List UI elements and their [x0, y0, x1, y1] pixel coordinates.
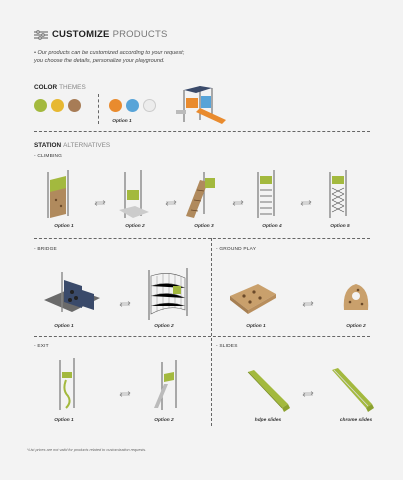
swap-arrow-icon: [300, 193, 312, 199]
bridge-option-1-image: [42, 270, 104, 322]
climbing-option-4-label: Option 4: [262, 224, 282, 229]
section-divider-middle: [34, 336, 370, 337]
bridge-label: - BRIDGE: [34, 247, 57, 252]
slides-label: - SLIDES: [216, 344, 238, 349]
swatch-brown[interactable]: [68, 99, 81, 112]
title-light: PRODUCTS: [112, 29, 168, 40]
swatch-orange[interactable]: [109, 99, 122, 112]
column-divider: [211, 238, 212, 426]
page-title: [34, 29, 168, 40]
climbing-option-3-image: [180, 170, 220, 220]
intro-line-1: • Our products can be customized according to your request;: [34, 50, 185, 56]
climbing-label: - CLIMBING: [34, 154, 63, 159]
swap-arrow-icon: [165, 193, 177, 199]
color-divider: [98, 94, 99, 124]
intro-line-2: you choose the details, personalize your playground.: [34, 58, 165, 64]
exit-label: - EXIT: [34, 344, 49, 349]
swap-arrow-icon: [302, 384, 314, 390]
exit-option-1-label: Option 1: [54, 418, 74, 423]
color-label-bold: COLOR: [34, 84, 58, 91]
slides-option-2-label: chrome slides: [339, 418, 373, 423]
climbing-option-2-image: [115, 170, 155, 220]
bridge-option-1-label: Option 1: [54, 324, 74, 329]
exit-option-1-image: [52, 356, 82, 412]
exit-option-2-image: [150, 360, 184, 412]
swatch-blue[interactable]: [126, 99, 139, 112]
ground-play-option-1-label: Option 1: [246, 324, 266, 329]
swatch-yellow[interactable]: [51, 99, 64, 112]
bridge-option-2-label: Option 2: [154, 324, 174, 329]
exit-option-2-label: Option 2: [154, 418, 174, 423]
station-label: [34, 142, 110, 149]
swap-arrow-icon: [302, 294, 314, 300]
climbing-option-1-label: Option 1: [54, 224, 74, 229]
ground-play-label: - GROUND PLAY: [216, 247, 257, 252]
ground-play-option-1-image: [228, 280, 278, 314]
section-divider-climbing: [34, 238, 370, 239]
bridge-option-2-image: [143, 266, 193, 324]
slides-option-1-image: [246, 368, 290, 412]
swap-arrow-icon: [94, 193, 106, 199]
title-bold: CUSTOMIZE: [52, 29, 110, 40]
climbing-option-4-image: [248, 170, 288, 220]
climbing-option-5-label: Option 5: [330, 224, 350, 229]
sliders-icon: [34, 30, 48, 40]
swap-arrow-icon: [119, 384, 131, 390]
ground-play-option-2-label: Option 2: [346, 324, 366, 329]
station-label-bold: STATION: [34, 142, 62, 149]
climbing-option-1-image: [40, 170, 80, 220]
climbing-option-2-label: Option 2: [125, 224, 145, 229]
climbing-option-5-image: [320, 170, 360, 220]
color-option-label: Option 1: [112, 119, 132, 124]
intro-text: [34, 49, 264, 65]
ground-play-option-2-image: [338, 280, 374, 316]
slides-option-2-image: [330, 366, 374, 412]
swatch-white[interactable]: [143, 99, 156, 112]
climbing-option-3-label: Option 3: [194, 224, 214, 229]
swap-arrow-icon: [119, 294, 131, 300]
swap-arrow-icon: [232, 193, 244, 199]
station-label-light: ALTERNATIVES: [63, 142, 111, 149]
playground-preview-image: [172, 84, 232, 126]
section-divider-top: [34, 131, 370, 132]
swatch-green[interactable]: [34, 99, 47, 112]
slides-option-1-label: hdpe slides: [254, 418, 282, 423]
footnote: *List prices are not valid for products related to customization requests.: [27, 448, 147, 452]
color-label-light: THEMES: [59, 84, 86, 91]
color-themes-label: [34, 84, 86, 91]
